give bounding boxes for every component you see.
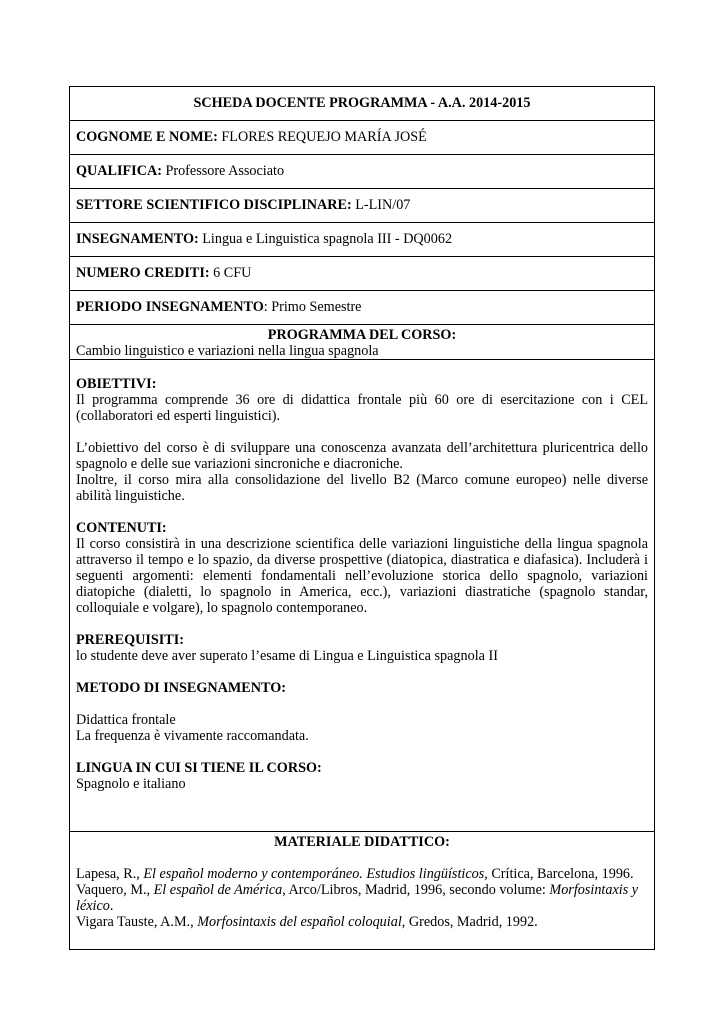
qualifica-value: Professore Associato (161, 163, 285, 179)
reference-3-author: Vigara Tauste, A.M., (76, 914, 198, 930)
materiale-row (70, 832, 654, 949)
name-label: COGNOME E NOME: (76, 129, 218, 145)
lingua-text: Spagnolo e italiano (76, 776, 186, 792)
programma-subtitle: Cambio linguistico e variazioni nella lingua spagnola (76, 343, 379, 359)
obiettivi-title: OBIETTIVI: (76, 376, 157, 392)
prerequisiti-title: PREREQUISITI: (76, 632, 185, 648)
contenuti-text: Il corso consistirà in una descrizione scientifica delle variazioni linguistiche della lingua spagnola attraverso il tempo e lo spazio, da diverse prospettive (diatopica, diastratica e diafasica). Includerà i seguenti argomenti: elementi fondamentali nell’evoluzione storica dello spagnolo, variazioni diatopiche (dialetti, lo spagnolo in America, ecc.), variazioni diastratiche (spagnolo standar, colloquiale e volgare), lo spagnolo contemporaneo. (76, 536, 648, 616)
obiettivi-p3: Inoltre, il corso mira alla consolidazione del livello B2 (Marco comune europeo) nelle diverse abilità linguistiche. (76, 472, 648, 504)
reference-2 (76, 882, 648, 914)
materiale-title: MATERIALE DIDATTICO: (274, 834, 450, 850)
insegnamento-row (70, 223, 654, 257)
crediti-value: 6 CFU (209, 265, 252, 281)
course-sheet (69, 86, 655, 950)
name-row (70, 121, 654, 155)
settore-value: L-LIN/07 (351, 197, 411, 213)
insegnamento-value: Lingua e Linguistica spagnola III - DQ0062 (198, 231, 453, 247)
sheet-title-row (70, 87, 654, 121)
crediti-row (70, 257, 654, 291)
periodo-row (70, 291, 654, 325)
periodo-value: : Primo Semestre (263, 299, 362, 315)
reference-2-publisher: , Arco/Libros, Madrid, 1996, secondo volume: (282, 882, 550, 898)
programma-row (70, 325, 654, 360)
reference-3-publisher: , Gredos, Madrid, 1992. (401, 914, 538, 930)
settore-row (70, 189, 654, 223)
reference-1-publisher: , Crítica, Barcelona, 1996. (484, 866, 634, 882)
contenuti-title: CONTENUTI: (76, 520, 167, 536)
settore-label: SETTORE SCIENTIFICO DISCIPLINARE: (76, 197, 352, 213)
reference-2-title: El español de América (153, 882, 283, 898)
metodo-line1: Didattica frontale (76, 712, 176, 728)
qualifica-label: QUALIFICA: (76, 163, 162, 179)
reference-1-author: Lapesa, R., (76, 866, 144, 882)
qualifica-row (70, 155, 654, 189)
reference-3-title: Morfosintaxis del español coloquial (197, 914, 402, 930)
reference-1-title: El español moderno y contemporáneo. Estudios lingüísticos (143, 866, 485, 882)
name-value: FLORES REQUEJO MARÍA JOSÉ (217, 129, 427, 145)
obiettivi-p1: Il programma comprende 36 ore di didattica frontale più 60 ore di esercitazione con i CEL (collaboratori ed esperti linguistici). (76, 392, 648, 424)
programma-title: PROGRAMMA DEL CORSO: (267, 327, 457, 343)
details-row (70, 360, 654, 832)
reference-3 (76, 914, 648, 930)
sheet-title: SCHEDA DOCENTE PROGRAMMA - A.A. 2014-2015 (193, 95, 531, 111)
prerequisiti-text: lo studente deve aver superato l’esame di Lingua e Linguistica spagnola II (76, 648, 498, 664)
metodo-title: METODO DI INSEGNAMENTO: (76, 680, 286, 696)
insegnamento-label: INSEGNAMENTO: (76, 231, 199, 247)
reference-1 (76, 866, 648, 882)
crediti-label: NUMERO CREDITI: (76, 265, 210, 281)
lingua-title: LINGUA IN CUI SI TIENE IL CORSO: (76, 760, 322, 776)
metodo-line2: La frequenza è vivamente raccomandata. (76, 728, 309, 744)
periodo-label: PERIODO INSEGNAMENTO (76, 299, 264, 315)
reference-2-volume-title: Morfosintaxis y léxico (76, 882, 639, 914)
reference-2-author: Vaquero, M., (76, 882, 154, 898)
obiettivi-p2: L’obiettivo del corso è di sviluppare una conoscenza avanzata dell’architettura pluricentrica dello spagnolo e delle sue variazioni sincroniche e diacroniche. (76, 440, 648, 472)
reference-2-end: . (109, 898, 114, 914)
